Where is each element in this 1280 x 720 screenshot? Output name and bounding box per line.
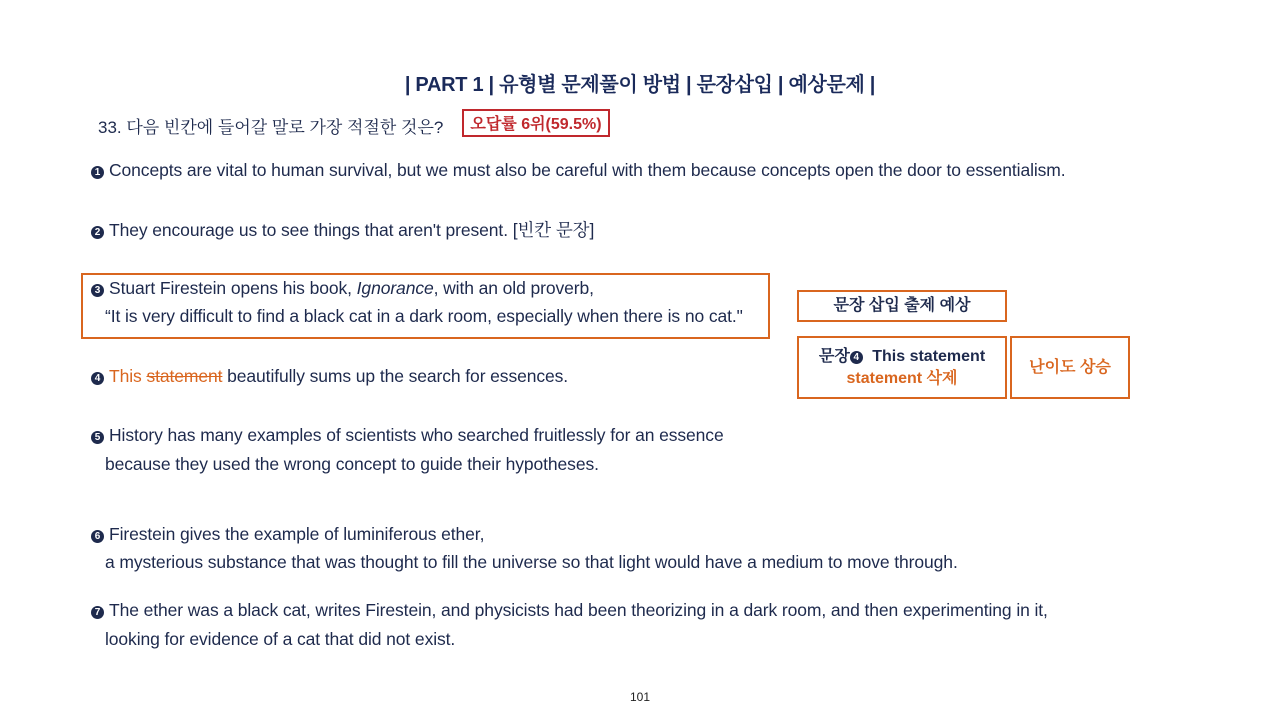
sentence-3-post: , with an old proverb, bbox=[433, 278, 594, 298]
sentence-6-text: Firestein gives the example of luminiferous ether, bbox=[109, 524, 485, 544]
insertion-expected-note: 문장 삽입 출제 예상 bbox=[797, 290, 1007, 322]
sentence-4-rest: beautifully sums up the search for essences. bbox=[222, 366, 569, 386]
sentence-7-line-1 bbox=[91, 600, 1048, 621]
number-5-icon: 5 bbox=[91, 431, 104, 444]
number-7-icon: 7 bbox=[91, 606, 104, 619]
number-2-icon: 2 bbox=[91, 226, 104, 239]
page-title: | PART 1 | 유형별 문제풀이 방법 | 문장삽입 | 예상문제 | bbox=[404, 74, 876, 96]
statement-note-suffix: This statement bbox=[867, 348, 986, 365]
sentence-4 bbox=[91, 366, 568, 387]
sentence-6-line-2: a mysterious substance that was thought to fill the universe so that light would have a medium to move through. bbox=[105, 552, 958, 572]
page-number: 101 bbox=[629, 690, 651, 704]
sentence-3-line-1 bbox=[91, 278, 594, 299]
number-4-icon: 4 bbox=[91, 372, 104, 385]
number-3-icon: 3 bbox=[91, 284, 104, 297]
sentence-6-line-1 bbox=[91, 524, 484, 545]
book-title: Ignorance bbox=[356, 278, 434, 298]
number-1-icon: 1 bbox=[91, 166, 104, 179]
question-prompt: 33. 다음 빈칸에 들어갈 말로 가장 적절한 것은? bbox=[98, 118, 444, 137]
statement-delete-note bbox=[797, 336, 1007, 399]
sentence-7-text: The ether was a black cat, writes Firestein, and physicists had been theorizing in a dark room, and then experimenting in it, bbox=[109, 600, 1048, 620]
sentence-4-struck-word: statement bbox=[146, 366, 223, 386]
statement-note-line-1 bbox=[799, 346, 1005, 368]
sentence-7-line-2: looking for evidence of a cat that did not exist. bbox=[105, 629, 456, 649]
sentence-1-text: Concepts are vital to human survival, but we must also be careful with them because concepts open the door to essentialism. bbox=[109, 160, 1066, 180]
number-6-icon: 6 bbox=[91, 530, 104, 543]
statement-note-prefix: 문장 bbox=[818, 348, 850, 365]
sentence-5-text: History has many examples of scientists who searched fruitlessly for an essence bbox=[109, 425, 724, 445]
error-rate-badge: 오답률 6위(59.5%) bbox=[462, 109, 610, 137]
sentence-3-pre: Stuart Firestein opens his book, bbox=[109, 278, 357, 298]
sentence-5-line-1 bbox=[91, 425, 724, 446]
sentence-3-line-2: “It is very difficult to find a black cat in a dark room, especially when there is no cat." bbox=[105, 306, 743, 326]
number-4-icon: 4 bbox=[850, 351, 863, 364]
sentence-5-line-2: because they used the wrong concept to guide their hypotheses. bbox=[105, 454, 599, 474]
sentence-2-text: They encourage us to see things that aren't present. [빈칸 문장] bbox=[109, 220, 595, 240]
statement-note-line-2: statement 삭제 bbox=[846, 370, 958, 387]
difficulty-up-note: 난이도 상승 bbox=[1010, 336, 1130, 399]
sentence-1 bbox=[91, 160, 1066, 181]
sentence-4-this: This bbox=[109, 366, 147, 386]
sentence-2 bbox=[91, 217, 594, 242]
